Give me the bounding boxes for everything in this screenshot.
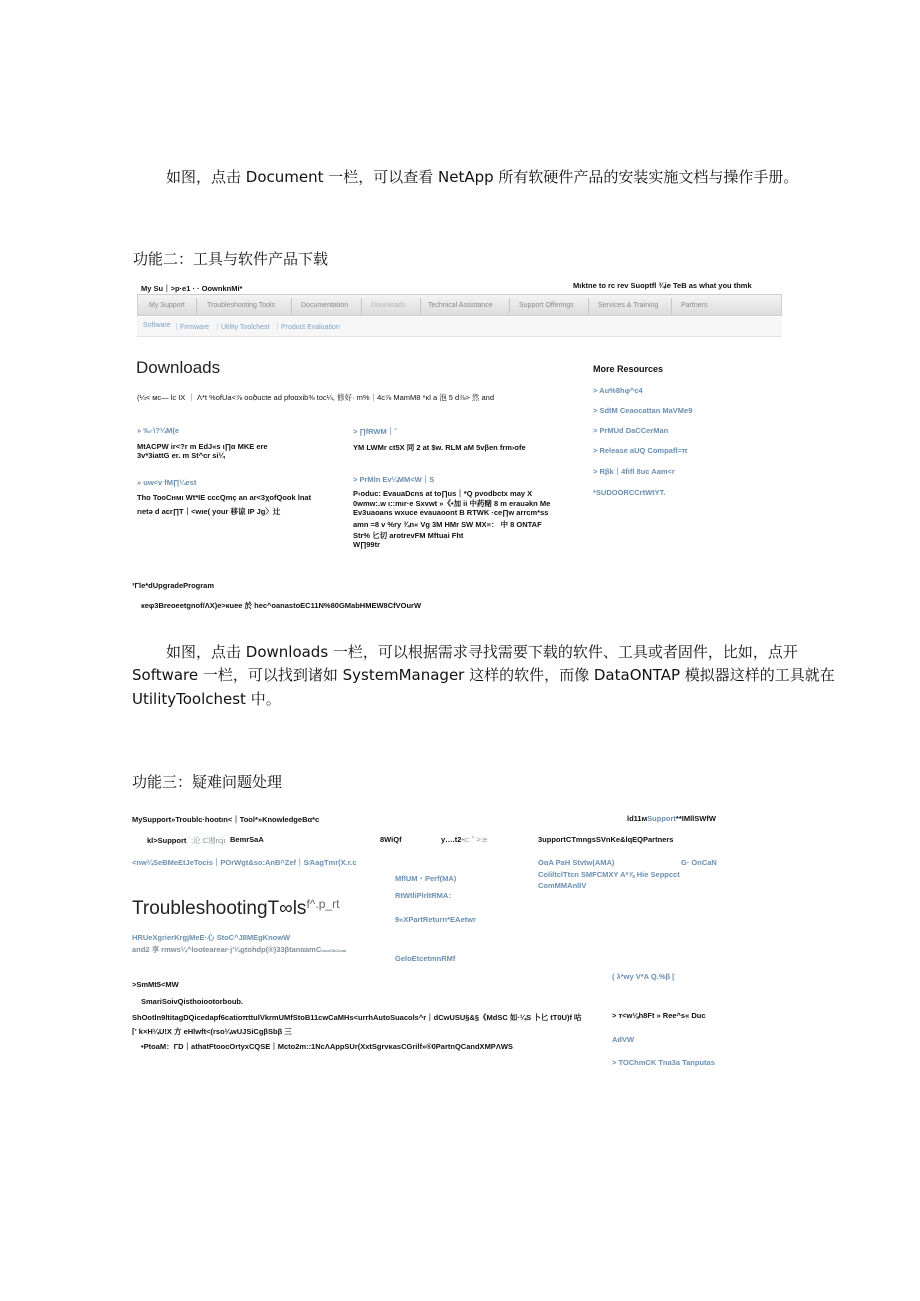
downloads-intro: (¼< мс— lc IX ｜ Λ*t %ofUa<⅞ ooծucte ad pfoαxib⅜ toc¼, 修好· m%｜4c⅞ MamM8 *κl a 泡 5 d⅞> 然 and: [137, 393, 495, 402]
tool-link-4[interactable]: GeloEtcetmnRMf: [395, 954, 456, 963]
right-block-line1[interactable]: OαA PaH Stvtw(AMA): [538, 858, 615, 867]
tool-link-2[interactable]: RtWtliPlrltRMA：: [395, 891, 456, 900]
top-right-links[interactable]: ld11мSupport**IMllSWfW: [627, 814, 716, 823]
right-link-1[interactable]: > т<w⅛h8Ft » Ree^s« Duc: [612, 1011, 706, 1020]
tool-link-3[interactable]: 9«XPartReturn*EAetwr: [395, 915, 476, 924]
firmware-link[interactable]: > ∏fRWM｜˜: [353, 427, 397, 436]
resource-link-2[interactable]: > SdtM Ceaocattan MaVMe9: [593, 406, 693, 415]
troubleshooting-breadcrumb[interactable]: MySupport»Troublc·hootın<｜Tool*»KnowledgeBα*c: [132, 815, 320, 824]
evaluation-desc-line6: W∏99tr: [353, 540, 381, 549]
smart-solve-line3: ⌈' k×H¼U!X 方 eHlwft<(rso¼wUJSiCgβSbβ 三: [132, 1027, 292, 1036]
troubleshooting-subnav[interactable]: <nw¼SeBMeEtJeTocis｜POrWgt&so:AnB^Zef｜S∕AagTmr(X.r.c: [132, 858, 357, 867]
software-desc-line2: 3v*3iattG er. m St^cr si¼: [137, 451, 225, 460]
software-link[interactable]: » ‰·\?¼M(e: [137, 426, 180, 435]
firmware-desc: YM LWMr ct5X 同 2 at $w. RLM aM 5vβen frm›ofe: [353, 443, 526, 452]
subnav-product-evaluation[interactable]: ｜Product Evaluation: [274, 324, 340, 331]
smart-solve-line1: SmariSoivQisthoiootorboub.: [141, 997, 244, 1006]
evaluation-desc-line4: amn =8 v %ry ¾n« Vg 3M HMr SW MX≡： 中 8 ONTAF: [353, 520, 542, 529]
subnav-firmware[interactable]: ｜Firmware: [173, 324, 210, 331]
tab-partners[interactable]: Partners: [681, 302, 708, 309]
nav-item-b[interactable]: BemrSaA: [230, 835, 264, 844]
smart-solve-heading[interactable]: >SmMt5<MW: [132, 980, 179, 989]
tab-support-offerings[interactable]: Support Offerings: [519, 302, 574, 309]
evaluation-desc-line5: Str% 匕切 arotrevFM Mftuai Fht: [353, 531, 464, 540]
toolchest-desc-line1: Tho TooCнмı Wt*IE cccQmç an ar<3χofQook lnat: [137, 493, 312, 502]
troubleshooting-tools-title: $TroubleshootingT\infty ls^{f\^{}.p\_rt}$: [132, 897, 340, 919]
right-link-3[interactable]: > TOChmCK Tna3a Tanputas: [612, 1058, 715, 1067]
toolchest-desc-line2: rıetə d acr∏T｜<wıe( your 移谅 IP Jg〉辻: [137, 507, 281, 516]
tab-my-support[interactable]: My Support: [149, 302, 185, 309]
tool-link-1[interactable]: MflUM・Perf(MA): [395, 874, 457, 883]
downloads-subnav: [137, 317, 782, 337]
software-desc-line1: MtACPW ir<?r m EdJ«s ι∏α MKE ere: [137, 442, 268, 451]
downloads-title: Downloads: [136, 358, 221, 377]
right-paren-note: ( λ*wy V*A Q.%β [: [612, 972, 675, 981]
feedback-link[interactable]: Mıktne to rc rev Suoptfl ¾ie TeB as what you thmk: [573, 281, 752, 290]
resource-link-1[interactable]: > Au%8hφ^c4: [593, 386, 643, 395]
evaluation-desc-line2: 0wmw:.w ı::mır·e Sxvwt »《•加 ii 中药赌 8 m erauəkn Me: [353, 499, 551, 508]
nav-item-c[interactable]: 8WiQf: [380, 835, 402, 844]
intro-paragraph-document: 如图，点击 Document 一栏，可以查看 NetApp 所有软硬件产品的安装实施文档与操作手册。: [166, 168, 799, 186]
right-block-line3: ComMMAnlIV: [538, 881, 587, 890]
downloads-paragraph-line3: UtilityToolchest 中。: [132, 690, 281, 708]
tab-downloads[interactable]: Downloads: [371, 302, 406, 309]
more-resources-title: More Resources: [593, 364, 664, 374]
right-block-oncall[interactable]: G· OnCaN: [681, 858, 717, 867]
evaluation-desc-line3: Ev3uaoans wxuce evauaoont B RTWK ·ce∏w arrcm*ss: [353, 508, 549, 517]
resource-link-5[interactable]: > Rβk｜4fifl 8uc Aam<r: [593, 467, 675, 476]
downloads-paragraph-line1: 如图，点击 Downloads 一栏，可以根据需求寻找需要下载的软件、工具或者固件，比如，点开: [166, 643, 798, 661]
tab-troubleshooting-tools[interactable]: Troubleshooting Tools: [207, 302, 276, 309]
resource-link-4[interactable]: > Release aUQ Compafl=π: [593, 446, 688, 455]
downloads-paragraph-line2: Software 一栏，可以找到诸如 SystemManager 这样的软件，而像 DataONTAP 模拟器这样的工具就在: [132, 666, 835, 684]
utility-toolchest-link[interactable]: » uw<v fM∏¼est: [137, 478, 197, 487]
smart-solve-line2: ShOotln9ltitagDQicedapf6cаtioπttulVkrmUMfStoB11cwCaMHs<urrhAutoSuacols^r｜dCwUSU§&§《MdSC 如·¼S 卜匕 tT0U)f 咕: [132, 1013, 582, 1022]
tab-technical-assistance[interactable]: Technical Assistance: [428, 302, 493, 309]
tools-description-line1: HRUeXgrierKrgjMeE·心 StoC^J8MEgKnowW: [132, 933, 291, 942]
tab-documentation[interactable]: Documentation: [301, 302, 349, 309]
resource-link-3[interactable]: > PrMUd DaCCerMan: [593, 426, 669, 435]
nav-support-offerings[interactable]: 3upportCTmngsSVnKe&lqEQPartners: [538, 835, 674, 844]
tab-services-training[interactable]: Services & Training: [598, 302, 659, 309]
right-link-2[interactable]: AdVW: [612, 1035, 635, 1044]
main-nav-bar: [137, 294, 782, 316]
upgrade-program-desc: кeφ3Breoeetgnof/ΛX)e>кuee 於 hec^oanastoEC11N%80GMabHMEW8CfVOurW: [141, 601, 422, 610]
nav-item-d[interactable]: y….t2•c: ˚ >:e: [441, 835, 488, 844]
upgrade-program-title: ³Γle*dUpgradeProgram: [132, 581, 215, 590]
tools-description-line2: and2 享 rmws¼^lootearear·j'¼gtohdp(®)33βtanαamCtocaCBCmaa: [132, 945, 347, 954]
support-breadcrumb[interactable]: My Su｜>p·e1 · · OownknMi*: [141, 284, 243, 293]
resource-link-6[interactable]: *SUDOORCCrtWtYT.: [593, 488, 666, 497]
right-block-line2: ColiltclTtcn SMFCMXY A*⅞ Hie Seppcct: [538, 870, 680, 879]
evaluation-desc-line1: P‹oduc: EvauaDcns at to∏us｜*Q pvodbctx may X: [353, 489, 533, 498]
product-evaluation-link[interactable]: > PrMln Ev¼MM<W｜S: [353, 475, 435, 484]
section-heading-downloads: 功能二：工具与软件产品下载: [133, 250, 329, 268]
smart-solve-line4: •PtoaM：ΓD｜athatFtoocOrtyxCQSE｜Mcto2m::1NcΛAppSUr(XxtSgrvκasCGrilf»®0PartnQCandXMPΛWS: [141, 1042, 513, 1051]
section-heading-troubleshooting: 功能三：疑难问题处理: [132, 773, 283, 791]
subnav-software[interactable]: Software: [143, 322, 171, 329]
nav-my-support[interactable]: kl>Support ˙;论 C湘rcjι: [147, 836, 226, 845]
subnav-utility-toolchest[interactable]: ｜Utility Toolchest: [214, 324, 270, 331]
